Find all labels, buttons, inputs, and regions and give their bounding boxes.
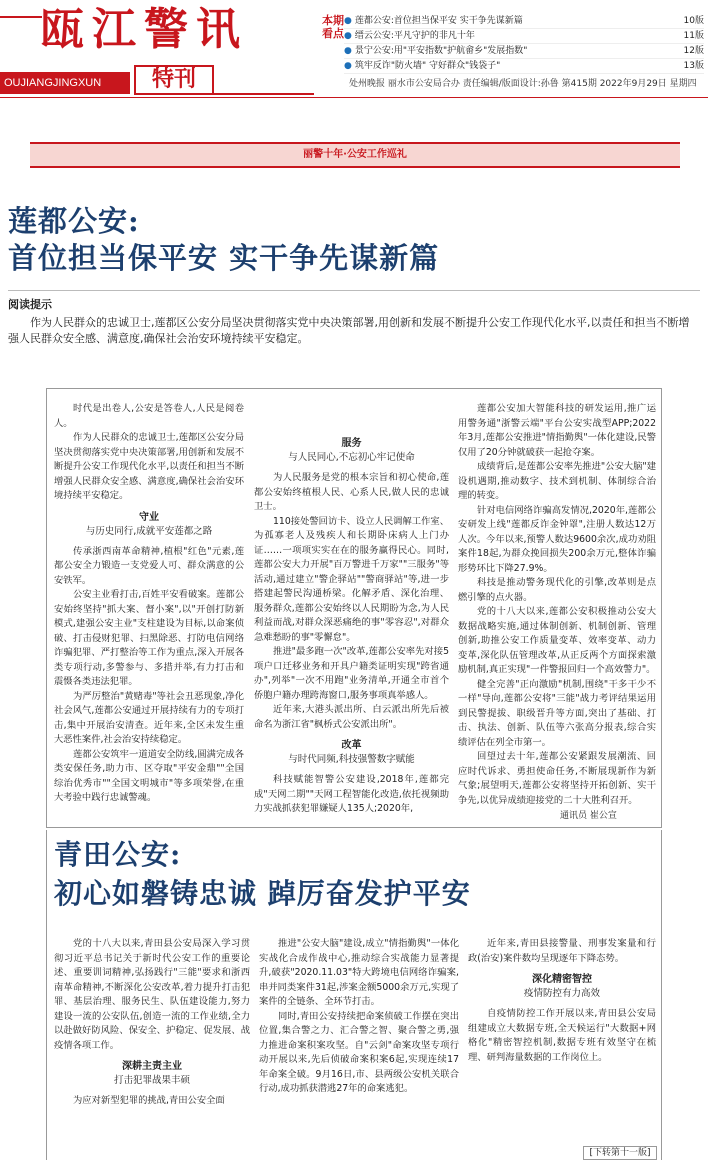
paragraph: 为严厉整治"黄赌毒"等社会丑恶现象,净化社会风气,莲都公安通过开展持续有力的专项打击,集中开展治安清查。近年来,全区未发生重大恶性案件,社会治安持续稳定。 (54, 690, 244, 745)
article1-column-1 (54, 402, 244, 806)
paragraph: 公安主业看打击,百姓平安看破案。莲都公安始终坚持"抓大案、督小案",以"开创打防新模式,建强公安主业"支柱建设为目标,以命案侦破、打击侵财犯罪、扫黑除恶、打防电信网络诈骗犯罪、严打整治等工作为重点,深入开展各类专项行动,多警参与、多措并举,有力打击和震慑各类违法犯罪。 (54, 589, 244, 687)
paragraph: 时代是出卷人,公安是答卷人,人民是阅卷人。 (54, 403, 244, 429)
paragraph: 110接处警回访卡、设立人民调解工作室、为孤寡老人及残疾人和长期卧床病人上门办证……一项项实实在在的服务赢得民心。同时,莲都公安大力开展"百万警进千万家""三服务"等活动,通过建立"警企驿站""警商驿站"等,进一步搭建起警民沟通桥梁。化解矛盾、深化治理、服务群众,莲都公安始终以人民期盼为念,为人民利益而战,对群众深恶痛绝的事"零容忍",对群众急难愁盼的事"零懈怠"。 (254, 515, 449, 643)
subheading: 改革 (341, 740, 362, 751)
preview-item[interactable] (344, 59, 704, 74)
preview-item[interactable] (344, 14, 704, 29)
paragraph: 同时,青田公安持续把命案侦破工作摆在突出位置,集合警之力、汇合警之智、聚合警之勇,强力推进命案积案攻坚。自"云剑"命案攻坚专项行动开展以来,先后侦破命案积案6起,实现连续17年命案全破。9月16日,市、县两级公安机关联合行动,成功抓获潜逃27年的命案逃犯。 (259, 1010, 459, 1094)
bullet-icon: ● (344, 31, 352, 41)
paragraph: 推进"最多跑一次"改革,莲都公安率先对接5项户口迁移业务和开具户籍类证明实现"跨省通办",列举"一次不用跑"业务清单,开通全市首个侨胞户籍办理跨海窗口,服务事项真举感人。 (254, 646, 449, 701)
paragraph: 为人民服务是党的根本宗旨和初心使命,莲都公安始终植根人民、心系人民,做人民的忠诚卫士。 (254, 472, 449, 512)
preview-item-text: 缙云公安:平凡守护的非凡十年 (354, 31, 475, 41)
preview-item[interactable] (344, 29, 704, 44)
byline: 通讯员 崔公宣 (560, 811, 617, 821)
subheading-line: 与历史同行,成就平安莲都之路 (85, 525, 213, 537)
special-edition-label: 特刊 (134, 65, 214, 95)
masthead-title: 瓯江警讯 (40, 4, 248, 55)
masthead-bottom-rule (0, 97, 708, 98)
issue-info: 处州晚报 丽水市公安局合办 责任编辑/版面设计:孙鲁 第415期 2022年9月29日 星期四 (349, 79, 697, 89)
bullet-icon: ● (344, 16, 352, 26)
paragraph: 针对电信网络诈骗高发情况,2020年,莲都公安研发上线"莲都反诈金钟罩",注册人数达12万人次。今年以来,预警人数达9600余次,成功劝阻案件18起,为群众挽回损失200余万元,整体诈骗形势环比下降27.9%。 (458, 504, 656, 574)
bullet-icon: ● (344, 46, 352, 56)
paragraph: 近年来,青田县接警量、刑事发案量和行政(治安)案件数均呈现逐年下降态势。 (468, 938, 656, 964)
paragraph: 科技赋能智警公安建设,2018年,莲都完成"天网二期""天网工程智能化改造,依托视频助力实战抓获犯罪嫌疑人135人;2020年, (254, 774, 449, 814)
paragraph: 莲都公安筑牢一道道安全防线,圆满完成各类安保任务,助力市、区夺取"平安金鼎""全国综治优秀市""全国文明城市"等多项荣誉,在重大考验中践行忠诚警魂。 (54, 748, 244, 803)
article1-column-2 (254, 430, 449, 817)
article2-column-3 (468, 937, 656, 1065)
lead-text: 作为人民群众的忠诚卫士,莲都区公安分局坚决贯彻落实党中央决策部署,用创新和发展不断提升公安工作现代化水平,以责任和担当不断增强人民群众安全感、满意度,确保社会治安环境持续平安稳定。 (8, 316, 690, 345)
preview-item-page: 10版 (683, 16, 704, 26)
article2-column-1 (54, 937, 250, 1109)
paragraph: 为应对新型犯罪的挑战,青田公安全面 (73, 1095, 225, 1106)
subheading-line: 疫情防控有力高效 (523, 988, 600, 999)
article2-column-2 (259, 937, 459, 1097)
masthead-rule (0, 16, 42, 18)
paragraph: 自疫情防控工作开展以来,青田县公安局组建成立大数据专班,全天候运行"大数据+网格化"精密智控机制,数据专班有效坚守在梳理、研判海量数据的工作岗位上。 (468, 1008, 656, 1063)
paragraph: 作为人民群众的忠诚卫士,莲都区公安分局坚决贯彻落实党中央决策部署,用创新和发展不断提升公安工作现代化水平,以责任和担当不断增强人民群众安全感、满意度,确保社会治安环境持续平安稳定。 (54, 432, 244, 501)
preview-item-text: 景宁公安:用"平安指数"护航畲乡"发展指数" (354, 46, 528, 56)
preview-list (344, 14, 704, 74)
paragraph: 健全完善"正向激励"机制,围绕"干多干少不一样"导向,莲都公安将"三能"战力考评结果运用到民警提拔、职级晋升等方面,突出了基础、打击、执法、创新、队伍等六张高分报表,综合实绩评估在列全市第一。 (458, 678, 656, 748)
preview-item-page: 13版 (683, 61, 704, 71)
article1-column-3 (458, 402, 656, 808)
preview-item-page: 11版 (683, 31, 704, 41)
subheading: 守业 (139, 511, 159, 523)
preview-item-text: 筑牢反诈"防火墙" 守好群众"钱袋子" (354, 61, 501, 71)
bullet-icon: ● (344, 61, 352, 71)
paragraph: 回望过去十年,莲都公安紧跟发展潮流、回应时代诉求、勇担使命任务,不断展现新作为新气象;展望明天,莲都公安将坚持开拓创新、实干争先,以优异成绩迎接党的二十大胜利召开。 (458, 751, 656, 806)
subheading-line: 与人民同心,不忘初心牢记使命 (288, 452, 415, 463)
article1-title-line2: 首位担当保平安 实干争先谋新篇 (8, 241, 440, 275)
preview-item-text: 莲都公安:首位担当保平安 实干争先谋新篇 (354, 16, 523, 26)
subheading: 服务 (341, 438, 362, 449)
lead-label: 阅读提示 (8, 298, 52, 311)
preview-item[interactable] (344, 44, 704, 59)
article2-title-line2: 初心如磐铸忠诚 踔厉奋发护平安 (54, 877, 471, 910)
section-banner (30, 142, 680, 168)
subheading: 深耕主责主业 (122, 1061, 182, 1072)
subheading-line: 与时代同频,科技强警数字赋能 (288, 754, 415, 765)
article2-title-line1: 青田公安: (54, 838, 182, 871)
divider (8, 290, 700, 291)
article1-title-line1: 莲都公安: (8, 204, 140, 238)
paragraph: 传承浙西南革命精神,植根"红色"元素,莲都公安全力锻造一支党爱人可、群众满意的公安铁军。 (54, 545, 244, 586)
paragraph: 近年来,大港头派出所、白云派出所先后被命名为浙江省"枫桥式公安派出所"。 (254, 704, 449, 730)
masthead-underline (214, 93, 314, 95)
paragraph: 莲都公安加大智能科技的研发运用,推广运用警务通"浙警云端"平台公安实战型APP;2022年3月,莲都公安推进"情指勤舆"一体化建设,民警仅用了20分钟就破获一起抢夺案。 (458, 403, 656, 458)
masthead-pinyin: OUJIANGJINGXUN (4, 77, 102, 89)
paragraph: 党的十八大以来,莲都公安积极推动公安大数据战略实施,通过体制创新、机制创新、管理创新,助推公安工作质量变革、效率变革、动力变革,深化队伍管理改革,从正反两个方面探索激励机制,真正实现"一件警报回归一个高效警力"。 (458, 606, 656, 675)
paragraph: 党的十八大以来,青田县公安局深入学习贯彻习近平总书记关于新时代公安工作的重要论述、重要训词精神,弘扬践行"三能"要求和浙西南革命精神,不断深化公安改革,着力提升打击犯罪、基层治理、服务民生、队伍建设能力,努力建设一流的公安队伍,创造一流的工作业绩,全力以赴做好防风险、保安全、护稳定、促发展、战疫情各项工作。 (54, 938, 250, 1051)
subheading-line: 打击犯罪战果丰硕 (113, 1075, 190, 1086)
continued-on-page-link[interactable]: [下转第十一版] (583, 1146, 657, 1160)
preview-item-page: 12版 (683, 46, 704, 56)
section-banner-text: 丽警十年·公安工作巡礼 (303, 149, 407, 160)
paragraph: 推进"公安大脑"建设,成立"情指勤舆"一体化实战化合成作战中心,推动综合实战能力显著提升,破获"2020.11.03"特大跨境电信网络诈骗案,串并同类案件31起,涉案金额5000余万元,实现了案件的全链条、全环节打击。 (259, 938, 459, 1007)
paragraph: 成绩背后,是莲都公安率先推进"公安大脑"建设机遇期,推动数字、技术到机制、体制综合治理的转变。 (458, 461, 656, 501)
paragraph: 科技是推动警务现代化的引擎,改革则是点燃引擎的点火器。 (458, 577, 656, 603)
preview-label: 本期看点 (322, 14, 344, 40)
subheading: 深化精密智控 (532, 974, 592, 985)
